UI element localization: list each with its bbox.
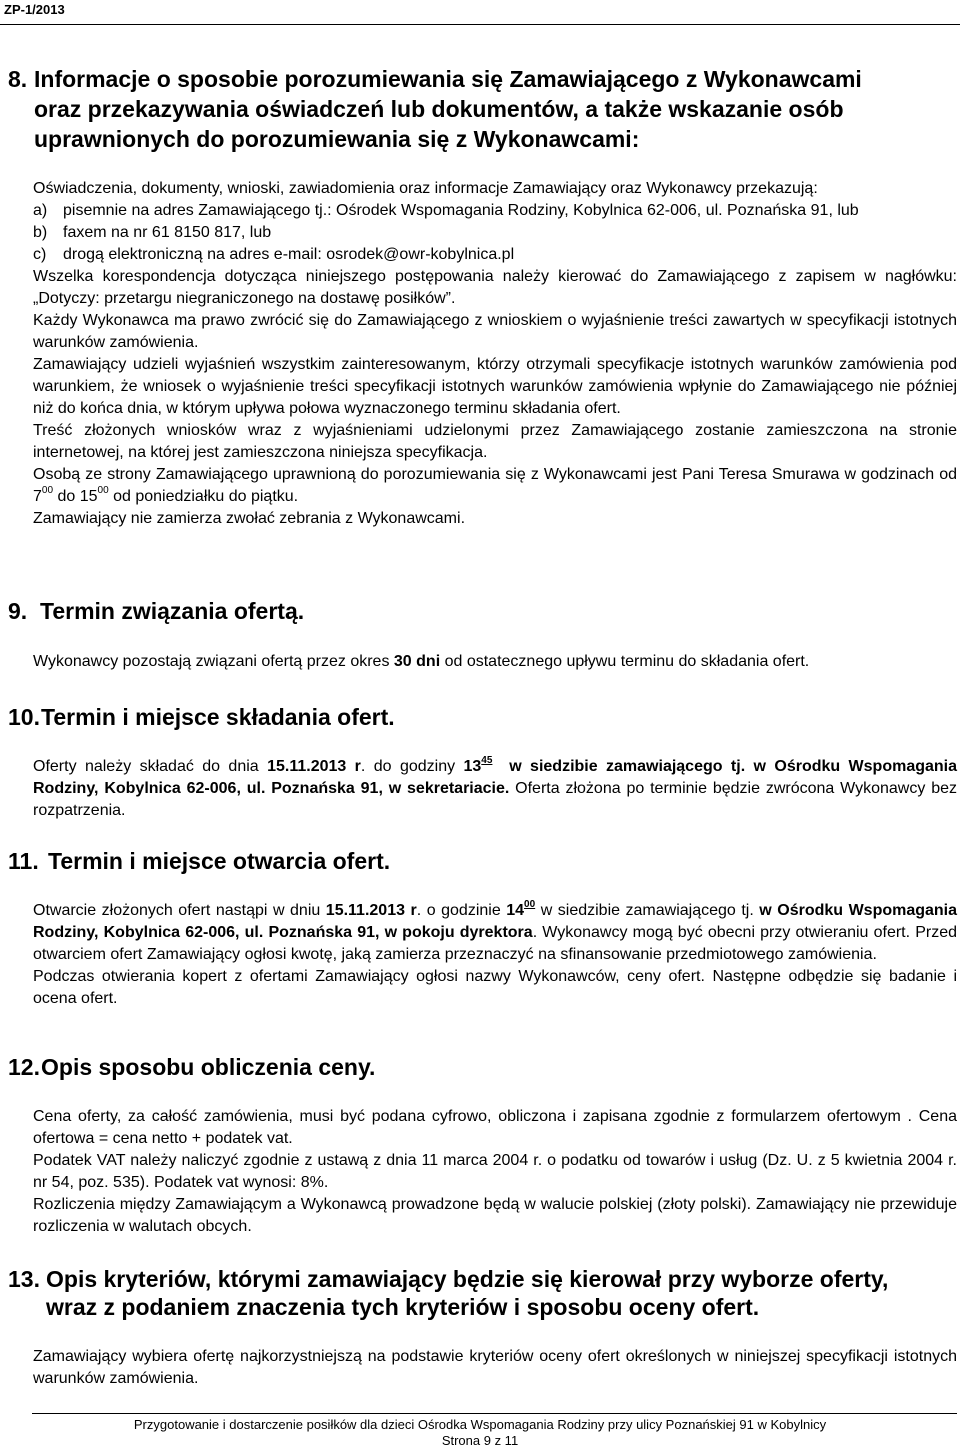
list-item — [33, 244, 957, 266]
section-9-title: Termin związania ofertą. — [40, 598, 305, 624]
submission-minutes: 45 — [481, 755, 493, 766]
section-8-heading — [8, 66, 862, 92]
opening-date: 15.11.2013 r — [325, 902, 417, 919]
contact-person-text: od poniedziałku do piątku. — [108, 488, 299, 505]
section-8-title-line-1: Informacje o sposobie porozumiewania się Zamawiającego z Wykonawcami — [34, 66, 862, 92]
section-8-intro: Oświadczenia, dokumenty, wnioski, zawiadomienia oraz informacje Zamawiający oraz Wykonawcy przekazują: — [33, 180, 818, 197]
submission-hour: 13 — [463, 758, 482, 775]
page-number: Strona 9 z 11 — [441, 1433, 519, 1448]
section-11-heading — [8, 848, 390, 874]
opening-text: . o godzinie — [416, 902, 507, 919]
section-10-number: 10. — [8, 704, 40, 730]
publication-paragraph: Treść złożonych wniosków wraz z wyjaśnieniami udzielonymi przez Zamawiającego zostanie zamieszczona na stronie internetowej, na której jest zamieszczona niniejsza specyfikacja. — [33, 422, 957, 461]
submission-date: 15.11.2013 r — [267, 758, 361, 775]
section-12-title: Opis sposobu obliczenia ceny. — [41, 1054, 376, 1080]
section-10-title: Termin i miejsce składania ofert. — [41, 704, 395, 730]
hour-superscript: 00 — [97, 485, 109, 496]
section-8-title-line-2: oraz przekazywania oświadczeń lub dokumentów, a także wskazanie osób — [34, 96, 844, 122]
section-9-heading — [8, 598, 304, 624]
section-9-body — [33, 651, 957, 673]
section-8-body — [33, 178, 957, 530]
submission-text: Oferta złożona po terminie będzie zwrócona Wykonawcy bez rozpatrzenia. — [33, 780, 957, 819]
section-10-heading — [8, 704, 395, 730]
opening-text: Otwarcie złożonych ofert nastąpi w dniu — [33, 902, 326, 919]
price-paragraph: Cena oferty, za całość zamówienia, musi być podana cyfrowo, obliczona i zapisana zgodnie z formularzem ofertowym . Cena ofertowa = cena netto + podatek vat. — [33, 1108, 957, 1147]
footer-divider — [32, 1413, 957, 1414]
section-11-body — [33, 900, 957, 1010]
section-11-title: Termin i miejsce otwarcia ofert. — [48, 848, 391, 874]
vat-paragraph: Podatek VAT należy naliczyć zgodnie z ustawą z dnia 11 marca 2004 r. o podatku od towarów i usług (Dz. U. z 5 kwietnia 2004 r. nr 54, poz. 535). Podatek vat wynosi: 8%. — [33, 1152, 957, 1191]
section-12-number: 12. — [8, 1054, 40, 1080]
hour-superscript: 00 — [41, 485, 54, 496]
list-item-text: drogą elektroniczną na adres e-mail: osrodek@owr-kobylnica.pl — [63, 246, 515, 263]
section-13-body — [33, 1346, 957, 1390]
section-10-body — [33, 756, 957, 822]
list-marker: c) — [33, 246, 47, 263]
list-item-text: pisemnie na adres Zamawiającego tj.: Ośrodek Wspomagania Rodziny, Kobylnica 62-006, ul. Poznańska 91, lub — [63, 202, 859, 219]
section-9-number: 9. — [8, 598, 28, 624]
list-marker: b) — [33, 224, 48, 241]
section-13-title-line-1: Opis kryteriów, którymi zamawiający będzie się kierował przy wyborze oferty, — [46, 1266, 889, 1292]
opening-hour: 14 — [506, 902, 525, 919]
currency-paragraph: Rozliczenia między Zamawiającym a Wykonawcą prowadzone będą w walucie polskiej (złoty polski). Zamawiający nie przewiduje rozliczenia w walutach obcych. — [33, 1196, 957, 1235]
opening-text: . Wykonawcy mogą być obecni przy otwieraniu ofert. Przed otwarciem ofert Zamawiający ogłosi kwotę, jaką zamierza przeznaczyć na sfinansowanie przedmiotowego zamówienia. — [33, 924, 958, 963]
binding-days: 30 dni — [393, 653, 441, 670]
submission-place: w siedzibie zamawiającego tj. w Ośrodku Wspomagania Rodziny, Kobylnica 62-006, ul. Poznańska 91, w sekretariacie. — [33, 758, 958, 797]
binding-text: od ostatecznego upływu terminu do składania ofert. — [440, 653, 810, 670]
submission-text: . do godziny — [360, 758, 464, 775]
section-13-number: 13. — [8, 1266, 40, 1292]
list-item — [33, 200, 957, 222]
clarification-request-paragraph: Każdy Wykonawca ma prawo zwrócić się do Zamawiającego z wnioskiem o wyjaśnienie treści zawartych w specyfikacji istotnych warunków zamówienia. — [33, 312, 957, 351]
section-11-number: 11. — [8, 848, 39, 874]
clarification-answer-paragraph: Zamawiający udzieli wyjaśnień wszystkim zainteresowanym, którzy otrzymali specyfikacje istotnych warunków zamówienia pod warunkiem, że wniosek o wyjaśnienie treści specyfikacji istotnych warunków zamówienia wpłynie do Zamawiającego nie później niż do końca dnia, w którym upływa połowa wyznaczonego terminu składania ofert. — [33, 356, 957, 417]
header-divider — [0, 24, 960, 25]
correspondence-paragraph: Wszelka korespondencja dotycząca niniejszego postępowania należy kierować do Zamawiającego z zapisem w nagłówku: „Dotyczy: przetargu niegraniczonego na dostawę posiłków”. — [33, 268, 957, 307]
opening-minutes: 00 — [524, 899, 536, 910]
opening-paragraph — [33, 900, 957, 966]
opening-place: w Ośrodku Wspomagania Rodziny, Kobylnica 62-006, ul. Poznańska 91, w pokoju dyrektora — [33, 902, 958, 941]
no-meeting-paragraph: Zamawiający nie zamierza zwołać zebrania z Wykonawcami. — [33, 510, 466, 527]
opening-procedure-paragraph: Podczas otwierania kopert z ofertami Zamawiający ogłosi nazwy Wykonawców, ceny ofert. Następne odbędzie się badanie i ocena ofert. — [33, 968, 957, 1007]
opening-text: w siedzibie zamawiającego tj. — [535, 902, 760, 919]
contact-methods-list — [33, 200, 957, 266]
criteria-paragraph: Zamawiający wybiera ofertę najkorzystniejszą na podstawie kryteriów oceny ofert określonych w niniejszej specyfikacji istotnych warunków zamówienia. — [33, 1348, 957, 1387]
section-12-heading — [8, 1054, 375, 1080]
list-marker: a) — [33, 202, 48, 219]
section-13-title-line-2: wraz z podaniem znaczenia tych kryteriów i sposobu oceny ofert. — [46, 1294, 760, 1320]
list-item — [33, 222, 957, 244]
binding-period-paragraph — [33, 651, 957, 673]
list-item-text: faxem na nr 61 8150 817, lub — [63, 224, 272, 241]
section-8-number: 8. — [8, 66, 28, 92]
binding-text: Wykonawcy pozostają związani ofertą przez okres — [33, 653, 394, 670]
contact-person-paragraph — [33, 464, 957, 508]
submission-text — [492, 758, 509, 775]
submission-paragraph — [33, 756, 957, 822]
section-12-body — [33, 1106, 957, 1238]
submission-text: Oferty należy składać do dnia — [33, 758, 268, 775]
footer-title: Przygotowanie i dostarczenie posiłków dla dzieci Ośrodka Wspomagania Rodziny przy ulicy Poznańskiej 91 w Kobylnicy — [133, 1417, 827, 1432]
contact-person-text: Osobą ze strony Zamawiającego uprawnioną do porozumiewania się z Wykonawcami jest Pani Teresa Smurawa w godzinach od 7 — [33, 466, 957, 505]
section-13-heading — [8, 1266, 888, 1292]
document-reference: ZP-1/2013 — [4, 2, 65, 17]
contact-person-text: do 15 — [53, 488, 98, 505]
section-8-title-line-3: uprawnionych do porozumiewania się z Wykonawcami: — [34, 126, 640, 152]
